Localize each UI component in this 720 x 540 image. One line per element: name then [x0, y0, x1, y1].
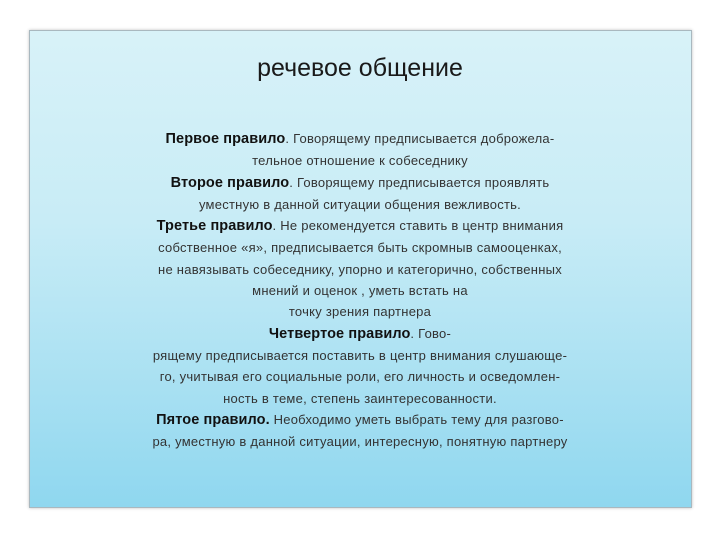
rule-3-heading: Третье правило: [156, 218, 273, 235]
rule-2-line-2: уместную в данной ситуации общения вежливость.: [198, 196, 522, 212]
rule-4-line-2: рящему предписывается поставить в центр внимания слушающе-: [152, 347, 568, 363]
rule-4-line-3: го, учитывая его социальные роли, его личность и осведомлен-: [159, 369, 561, 385]
slide-body: [95, 128, 625, 452]
rule-3-line-1: [95, 215, 625, 237]
rule-1-line-2: тельное отношение к собеседнику: [252, 153, 468, 169]
slide-title: речевое общение: [257, 54, 463, 82]
rule-3-text: . Не рекомендуется ставить в центр внимания: [272, 218, 564, 234]
rule-1-heading: Первое правило: [165, 131, 286, 147]
rule-3-line-3: не навязывать собеседнику, упорно и категорично, собственных: [158, 261, 562, 277]
rule-1-text: . Говорящему предписывается доброжела-: [285, 131, 555, 146]
rule-2-line-1: [95, 172, 625, 194]
rule-1-line-1: [95, 128, 625, 150]
rule-5-line-1: [95, 409, 625, 431]
rule-5-text: Необходимо уметь выбрать тему для разгово-: [269, 411, 564, 427]
rule-2-heading: Второе правило: [170, 174, 290, 191]
rule-3-line-4: мнений и оценок , уметь встать на: [252, 283, 468, 299]
rule-4-text: . Гово-: [410, 325, 452, 341]
rule-5-line-2: ра, уместную в данной ситуации, интересную, понятную партнеру: [152, 434, 568, 450]
rule-4-heading: Четвертое правило: [268, 325, 411, 342]
rule-5-heading: Пятое правило.: [156, 411, 270, 428]
rule-4-line-1: [95, 323, 625, 345]
rule-4-line-4: ность в теме, степень заинтересованности.: [223, 390, 497, 406]
rule-3-line-5: точку зрения партнера: [288, 304, 432, 320]
rule-3-line-2: собственное «я», предписывается быть скромныв самооценках,: [158, 240, 562, 256]
rule-2-text: . Говорящему предписывается проявлять: [289, 174, 550, 190]
